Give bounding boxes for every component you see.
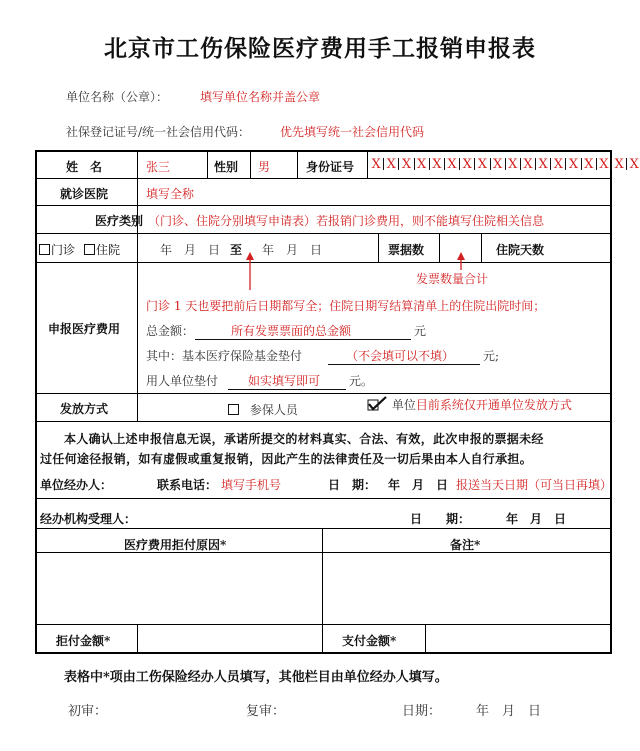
table-border-right bbox=[610, 150, 612, 654]
id-digit-separator bbox=[490, 158, 491, 170]
payment-insured-option[interactable] bbox=[228, 401, 298, 418]
rule bbox=[35, 498, 612, 499]
unit-name-hint[interactable]: 填写单位名称并盖公章 bbox=[200, 90, 321, 104]
gender-label: 性别 bbox=[214, 160, 239, 174]
total-amount-line[interactable] bbox=[195, 322, 411, 340]
id-digit-mark[interactable]: X bbox=[629, 157, 639, 172]
rule bbox=[137, 624, 138, 654]
date-rule-note: 门诊 1 天也要把前后日期都写全；住院日期写结算清单上的住院出院时间； bbox=[146, 299, 546, 313]
employer-yuan: 元。 bbox=[349, 374, 374, 388]
id-digit-mark[interactable]: X bbox=[371, 157, 381, 172]
id-digit-separator bbox=[626, 158, 627, 170]
total-yuan: 元 bbox=[414, 324, 427, 338]
id-digit-separator bbox=[611, 158, 612, 170]
refuse-amount-label: 拒付金额* bbox=[56, 634, 111, 648]
second-review-label: 复审： bbox=[246, 704, 286, 719]
receipts-label: 票据数 bbox=[388, 243, 425, 257]
category-label: 医疗类别 bbox=[95, 214, 144, 228]
id-digit-mark[interactable]: X bbox=[614, 157, 624, 172]
id-digit-mark[interactable]: X bbox=[599, 157, 609, 172]
outpatient-option[interactable] bbox=[39, 241, 75, 258]
employer-label: 用人单位垫付 bbox=[146, 374, 219, 388]
fund-amount-line[interactable] bbox=[328, 347, 480, 365]
rule bbox=[425, 624, 426, 654]
employer-amount-line[interactable] bbox=[228, 372, 346, 390]
footnote: 表格中*项由工伤保险经办人员填写，其他栏目由单位经办人填写。 bbox=[64, 670, 448, 685]
payment-label: 发放方式 bbox=[60, 402, 109, 416]
id-number-marks[interactable] bbox=[370, 157, 640, 172]
rule bbox=[481, 233, 482, 263]
id-digit-mark[interactable]: X bbox=[462, 157, 472, 172]
pay-amount-label: 支付金额* bbox=[342, 634, 397, 648]
id-digit-separator bbox=[505, 158, 506, 170]
insured-checkbox[interactable] bbox=[228, 404, 239, 415]
handler-date[interactable]: 年 月 日 bbox=[506, 512, 567, 526]
payment-unit-option[interactable] bbox=[366, 396, 572, 413]
id-digit-mark[interactable]: X bbox=[523, 157, 533, 172]
rule bbox=[297, 150, 298, 179]
declaration-line-1: 本人确认上述申报信息无误，承诺所提交的材料真实、合法、有效，此次申报的票据未经 bbox=[64, 432, 544, 446]
date-from[interactable]: 年 月 日 bbox=[160, 243, 221, 257]
note-header: 备注* bbox=[450, 538, 481, 552]
id-label: 身份证号 bbox=[306, 160, 355, 174]
receipt-total-note: 发票数量合计 bbox=[416, 272, 489, 286]
unit-label: 单位 bbox=[391, 398, 416, 412]
date-to-word: 至 bbox=[230, 243, 243, 257]
handler-date-label: 日 期： bbox=[410, 512, 471, 526]
inpatient-label: 住院 bbox=[96, 243, 121, 257]
unit-hint: 目前系统仅开通单位发放方式 bbox=[415, 398, 572, 412]
id-digit-separator bbox=[414, 158, 415, 170]
social-code-hint[interactable]: 优先填写统一社会信用代码 bbox=[280, 125, 425, 139]
employer-hint: 如实填写即可 bbox=[248, 374, 321, 388]
id-digit-mark[interactable]: X bbox=[584, 157, 594, 172]
total-hint: 所有发票票面的总金额 bbox=[231, 324, 352, 338]
fund-label: 其中：基本医疗保险基金垫付 bbox=[146, 349, 303, 363]
inpatient-days-label: 住院天数 bbox=[496, 243, 545, 257]
handler-label: 经办机构受理人： bbox=[40, 512, 137, 526]
inpatient-option[interactable] bbox=[84, 241, 120, 258]
rule bbox=[35, 205, 612, 206]
id-digit-mark[interactable]: X bbox=[492, 157, 503, 172]
fees-label: 申报医疗费用 bbox=[48, 322, 121, 336]
name-label: 姓 名 bbox=[66, 160, 103, 174]
page-title: 北京市工伤保险医疗费用手工报销申报表 bbox=[104, 35, 536, 62]
gender-value[interactable]: 男 bbox=[258, 160, 271, 174]
unit-checkbox-checked[interactable] bbox=[366, 396, 388, 412]
rule bbox=[35, 421, 612, 422]
id-digit-mark[interactable]: X bbox=[386, 157, 396, 172]
signoff-date[interactable]: 年 月 日 bbox=[476, 704, 542, 719]
date-to[interactable]: 年 月 日 bbox=[262, 243, 323, 257]
agent-label: 单位经办人： bbox=[40, 478, 113, 492]
fund-hint: （不会填可以不填） bbox=[346, 349, 455, 363]
id-digit-mark[interactable]: X bbox=[538, 157, 548, 172]
id-digit-separator bbox=[565, 158, 566, 170]
refuse-reason-cell[interactable] bbox=[37, 552, 322, 624]
id-digit-separator bbox=[444, 158, 445, 170]
table-border-bottom bbox=[35, 652, 612, 654]
id-digit-separator bbox=[581, 158, 582, 170]
rule bbox=[35, 233, 612, 234]
rule bbox=[35, 393, 612, 394]
id-digit-separator bbox=[550, 158, 551, 170]
rule bbox=[35, 178, 612, 179]
rule bbox=[35, 552, 612, 553]
hospital-hint[interactable]: 填写全称 bbox=[146, 187, 195, 201]
signoff-date-label: 日期： bbox=[402, 704, 442, 719]
phone-label: 联系电话： bbox=[157, 478, 218, 492]
hospital-label: 就诊医院 bbox=[60, 187, 109, 201]
rule bbox=[250, 150, 251, 179]
id-digit-mark[interactable]: X bbox=[447, 157, 457, 172]
first-review-label: 初审： bbox=[68, 704, 108, 719]
rule bbox=[367, 150, 368, 179]
rule bbox=[35, 528, 612, 529]
inpatient-checkbox[interactable] bbox=[84, 244, 95, 255]
fund-yuan: 元; bbox=[483, 349, 500, 363]
id-digit-mark[interactable]: X bbox=[417, 157, 427, 172]
total-label: 总金额： bbox=[146, 324, 195, 338]
table-border-top bbox=[35, 150, 612, 152]
id-digit-separator bbox=[459, 158, 460, 170]
rule bbox=[137, 233, 138, 263]
phone-hint[interactable]: 填写手机号 bbox=[221, 478, 282, 492]
id-digit-separator bbox=[535, 158, 536, 170]
id-digit-mark[interactable]: X bbox=[553, 157, 563, 172]
id-digit-separator bbox=[398, 158, 399, 170]
name-value[interactable]: 张三 bbox=[146, 160, 171, 174]
agent-date[interactable]: 年 月 日 bbox=[388, 478, 449, 492]
unit-name-label: 单位名称（公章）： bbox=[66, 90, 169, 104]
id-digit-mark[interactable]: X bbox=[432, 157, 442, 172]
id-digit-separator bbox=[596, 158, 597, 170]
agent-date-label: 日 期： bbox=[328, 478, 377, 492]
social-code-label: 社保登记证号/统一社会信用代码： bbox=[66, 125, 251, 139]
id-digit-mark[interactable]: X bbox=[508, 157, 518, 172]
id-digit-mark[interactable]: X bbox=[401, 157, 412, 172]
id-digit-mark[interactable]: X bbox=[477, 157, 488, 172]
agent-date-hint: 报送当天日期（可当日再填） bbox=[456, 478, 613, 492]
rule bbox=[207, 150, 208, 179]
insured-label: 参保人员 bbox=[249, 403, 298, 417]
outpatient-checkbox[interactable] bbox=[39, 244, 50, 255]
refuse-reason-header: 医疗费用拒付原因* bbox=[124, 538, 227, 552]
id-digit-separator bbox=[383, 158, 384, 170]
note-cell[interactable] bbox=[323, 552, 610, 624]
id-digit-separator bbox=[520, 158, 521, 170]
outpatient-label: 门诊 bbox=[51, 243, 76, 257]
declaration-line-2: 过任何途径报销，如有虚假或重复报销，因此产生的法律责任及一切后果由本人自行承担。 bbox=[40, 452, 533, 466]
id-digit-separator bbox=[474, 158, 475, 170]
rule bbox=[137, 262, 138, 422]
category-hint: （门诊、住院分别填写申请表）若报销门诊费用，则不能填写住院相关信息 bbox=[148, 214, 545, 228]
rule bbox=[35, 624, 612, 625]
id-digit-separator bbox=[429, 158, 430, 170]
id-digit-mark[interactable]: X bbox=[568, 157, 579, 172]
